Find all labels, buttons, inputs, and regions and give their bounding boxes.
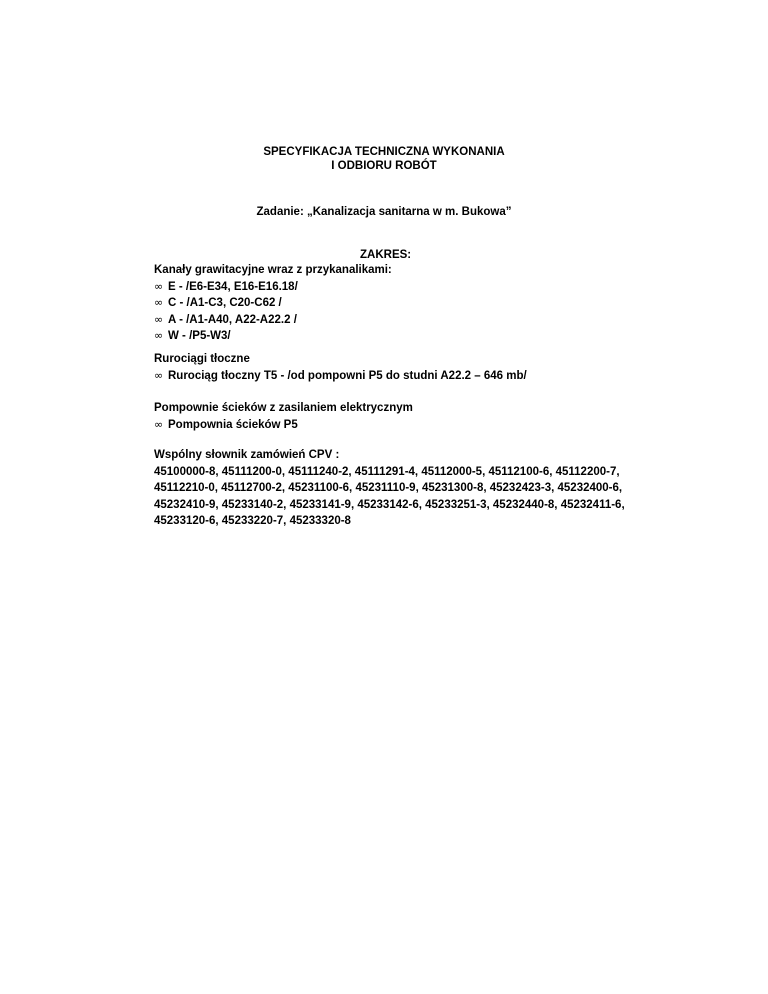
list-item xyxy=(154,312,654,329)
list-item xyxy=(154,279,654,296)
cpv-codes: 45100000-8, 45111200-0, 45111240-2, 45111291-4, 45112000-5, 45112100-6, 45112200-7, 45112210-0, 45112700-2, 45231100-6, 45231110-9, 45231300-8, 45232423-3, 45232400-6, 45232410-9, 45233140-2, 45233141-9, 45233142-6, 45233251-3, 45232440-8, 45232411-6, 45233120-6, 45233220-7, 45233320-8 xyxy=(154,465,625,527)
list-item-text: E - /E6-E34, E16-E16.18/ xyxy=(168,280,298,293)
scope-heading: ZAKRES: xyxy=(360,249,412,261)
cpv-section xyxy=(154,447,650,530)
list-item-text: Rurociąg tłoczny T5 - /od pompowni P5 do studni A22.2 – 646 mb/ xyxy=(168,369,527,382)
infinity-bullet-icon: ∞ xyxy=(154,279,164,293)
pressure-heading: Rurociągi tłoczne xyxy=(154,353,250,365)
pressure-pipeline-section xyxy=(154,351,654,384)
pump-station-section xyxy=(154,400,654,433)
infinity-bullet-icon: ∞ xyxy=(154,312,164,326)
list-item xyxy=(154,295,654,312)
list-item-text: C - /A1-C3, C20-C62 / xyxy=(168,297,282,309)
title-line-1: SPECYFIKACJA TECHNICZNA WYKONANIA xyxy=(263,146,505,158)
infinity-bullet-icon: ∞ xyxy=(154,296,164,309)
list-item-text: W - /P5-W3/ xyxy=(168,330,231,342)
list-item-text: Pompownia ścieków P5 xyxy=(168,418,298,431)
list-item xyxy=(154,368,654,385)
document-title xyxy=(0,145,768,173)
task-name: Zadanie: „Kanalizacja sanitarna w m. Bukowa” xyxy=(256,206,512,218)
gravity-heading: Kanały grawitacyjne wraz z przykanalikami: xyxy=(154,264,392,276)
infinity-bullet-icon: ∞ xyxy=(154,368,164,382)
pump-heading: Pompownie ścieków z zasilaniem elektrycznym xyxy=(154,402,413,414)
infinity-bullet-icon: ∞ xyxy=(154,417,164,431)
list-item xyxy=(154,417,654,434)
list-item xyxy=(154,328,654,345)
gravity-section xyxy=(154,262,654,345)
cpv-heading: Wspólny słownik zamówień CPV : xyxy=(154,449,340,461)
title-line-2: I ODBIORU ROBÓT xyxy=(331,160,437,172)
infinity-bullet-icon: ∞ xyxy=(154,329,164,342)
list-item-text: A - /A1-A40, A22-A22.2 / xyxy=(168,313,297,326)
